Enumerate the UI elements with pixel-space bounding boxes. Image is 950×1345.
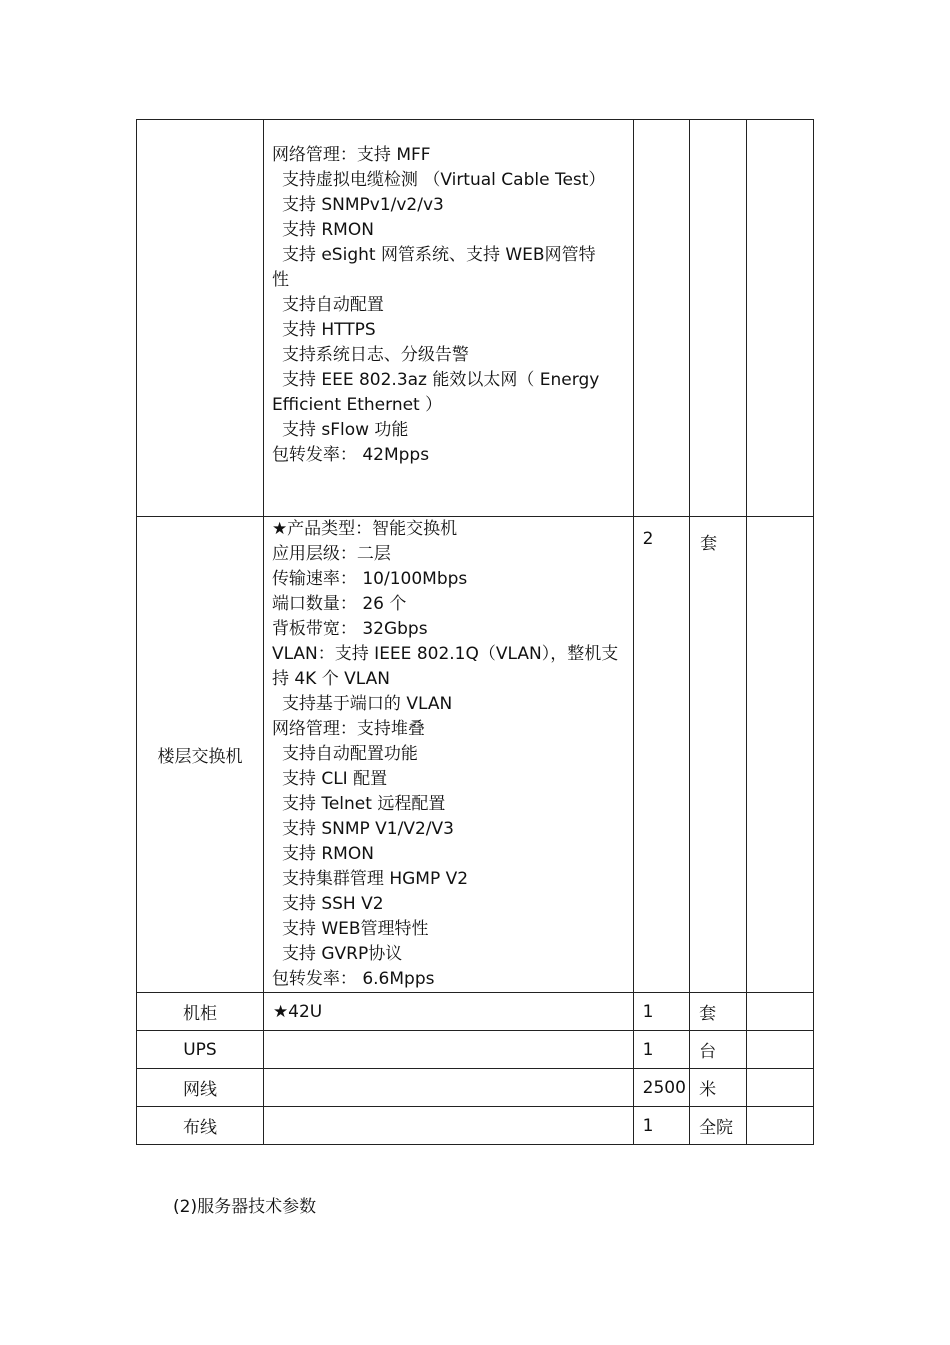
quantity-value: 2500 xyxy=(642,1077,686,1098)
unit-cell xyxy=(690,1107,747,1145)
spec-line: 支持集群管理 HGMP V2 xyxy=(281,869,469,889)
spec-cell xyxy=(263,1069,633,1107)
quantity-cell xyxy=(633,120,689,517)
quantity-cell xyxy=(633,1069,689,1107)
quantity-value: 2 xyxy=(642,529,654,549)
item-name-cell: 楼层交换机 xyxy=(137,517,264,993)
unit-value: 全院 xyxy=(699,1118,734,1138)
spec-cell xyxy=(263,120,633,517)
note-cell xyxy=(747,517,814,993)
spec-line: ★42U xyxy=(272,1001,323,1022)
spec-line: 支持虚拟电缆检测 （Virtual Cable Test） xyxy=(281,170,606,190)
spec-line: 网络管理：支持堆叠 xyxy=(271,719,425,739)
spec-line: 性 xyxy=(271,270,289,290)
spec-line: 端口数量： 26 个 xyxy=(271,594,407,614)
unit-cell xyxy=(690,120,747,517)
spec-line: 支持 sFlow 功能 xyxy=(281,420,409,440)
table-row xyxy=(137,993,814,1031)
table-row xyxy=(137,1069,814,1107)
spec-cell xyxy=(263,1031,633,1069)
quantity-cell xyxy=(633,993,689,1031)
spec-line: 支持 SSH V2 xyxy=(281,894,384,914)
unit-cell xyxy=(690,517,747,993)
spec-line: 支持 eSight 网管系统、支持 WEB网管特 xyxy=(281,245,596,265)
note-cell xyxy=(747,993,814,1031)
item-name-cell: 机柜 xyxy=(137,993,264,1031)
item-name-cell: UPS xyxy=(137,1031,264,1069)
spec-line: 支持 SNMPv1/v2/v3 xyxy=(281,195,444,215)
spec-line: 支持 EEE 802.3az 能效以太网（ Energy xyxy=(281,370,600,390)
spec-line: 支持 HTTPS xyxy=(281,320,376,340)
note-cell xyxy=(747,1031,814,1069)
section-caption: (2)服务器技术参数 xyxy=(173,1197,317,1217)
note-cell xyxy=(747,120,814,517)
unit-cell xyxy=(690,993,747,1031)
table-row xyxy=(137,120,814,517)
spec-cell xyxy=(263,993,633,1031)
unit-value: 套 xyxy=(700,534,718,554)
item-name-cell: 布线 xyxy=(137,1107,264,1145)
spec-line: 传输速率： 10/100Mbps xyxy=(271,569,468,589)
spec-line: 包转发率： 42Mpps xyxy=(271,445,430,465)
quantity-value: 1 xyxy=(642,1115,654,1136)
note-cell xyxy=(747,1069,814,1107)
spec-line: 网络管理：支持 MFF xyxy=(271,145,431,165)
spec-line: 支持 WEB管理特性 xyxy=(281,919,429,939)
spec-line: 支持系统日志、分级告警 xyxy=(281,345,469,365)
quantity-cell xyxy=(633,517,689,993)
spec-cell xyxy=(263,1107,633,1145)
spec-line: 支持 RMON xyxy=(281,844,374,864)
spec-line: 背板带宽： 32Gbps xyxy=(271,619,428,639)
unit-cell xyxy=(690,1069,747,1107)
spec-line: 应用层级：二层 xyxy=(271,544,391,564)
table-row xyxy=(137,517,814,993)
quantity-value: 1 xyxy=(642,1039,654,1060)
unit-value: 米 xyxy=(699,1080,717,1100)
equipment-spec-table xyxy=(136,119,814,1145)
spec-line: VLAN：支持 IEEE 802.1Q（VLAN），整机支 xyxy=(271,644,619,664)
note-cell xyxy=(747,1107,814,1145)
quantity-value: 1 xyxy=(642,1001,654,1022)
spec-line: 支持 GVRP协议 xyxy=(281,944,403,964)
spec-line: 支持 SNMP V1/V2/V3 xyxy=(281,819,454,839)
spec-line: 支持 RMON xyxy=(281,220,374,240)
spec-line: 支持 Telnet 远程配置 xyxy=(281,794,446,814)
spec-cell xyxy=(263,517,633,993)
spec-line: Efficient Ethernet ） xyxy=(271,395,443,415)
spec-line: 支持自动配置 xyxy=(281,295,384,315)
table-row xyxy=(137,1107,814,1145)
item-name-cell: 网线 xyxy=(137,1069,264,1107)
unit-cell xyxy=(690,1031,747,1069)
quantity-cell xyxy=(633,1031,689,1069)
unit-value: 套 xyxy=(699,1004,717,1024)
spec-line: 支持自动配置功能 xyxy=(281,744,418,764)
item-name-cell xyxy=(137,120,264,517)
spec-line: 持 4K 个 VLAN xyxy=(271,669,390,689)
spec-line: 支持 CLI 配置 xyxy=(281,769,388,789)
spec-line: 支持基于端口的 VLAN xyxy=(281,694,453,714)
table-row xyxy=(137,1031,814,1069)
unit-value: 台 xyxy=(699,1042,717,1062)
spec-line: ★产品类型：智能交换机 xyxy=(271,519,458,539)
spec-line: 包转发率： 6.6Mpps xyxy=(271,969,435,989)
quantity-cell xyxy=(633,1107,689,1145)
